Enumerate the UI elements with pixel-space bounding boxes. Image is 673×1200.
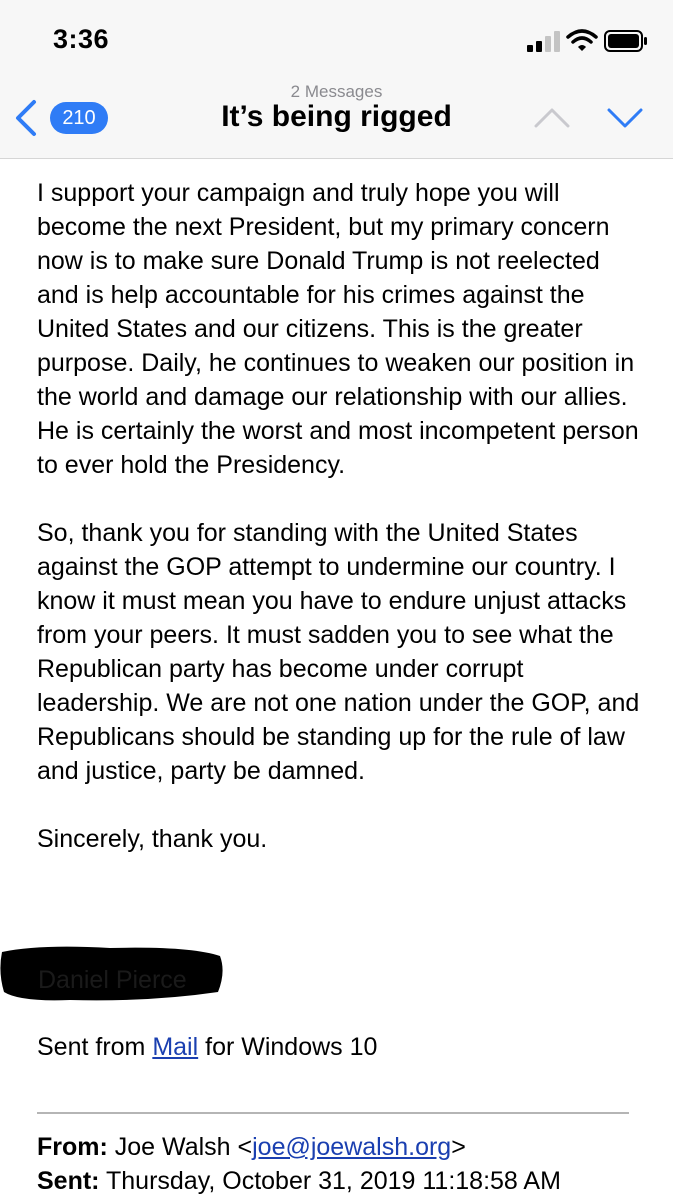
sent-line <box>37 1164 561 1198</box>
battery-icon <box>604 30 648 52</box>
sent-from-suffix: for Windows 10 <box>198 1033 378 1061</box>
thread-title: It’s being rigged <box>221 100 452 133</box>
sent-from-line <box>37 1030 377 1064</box>
message-nav-bar <box>0 80 673 159</box>
quote-divider <box>37 1112 629 1114</box>
redacted-signature <box>0 942 225 1004</box>
sent-label: Sent: <box>37 1167 100 1195</box>
sent-value: Thursday, October 31, 2019 11:18:58 AM <box>99 1167 561 1195</box>
previous-message-icon <box>532 104 572 132</box>
body-paragraph: I support your campaign and truly hope you will become the next President, but my primary concern now is to make sure Donald Trump is not reelected and is help accountable for his crimes against the United States and our citizens. This is the greater purpose. Daily, he continues to weaken our position in the world and damage our relationship with our allies. He is certainly the worst and most incompetent person to ever hold the Presidency. <box>37 179 639 479</box>
signature-name: Daniel Pierce <box>38 966 187 994</box>
body-paragraph: So, thank you for standing with the United States against the GOP attempt to undermine our country. I know it must mean you have to endure unjust attacks from your peers. It must sadden you to see what the Republican party has become under corrupt leadership. We are not one nation under the GOP, and Republicans should be standing up for the rule of law and justice, party be damned. <box>37 519 640 785</box>
status-time: 3:36 <box>53 24 110 54</box>
cellular-signal-icon <box>527 30 561 52</box>
message-body <box>37 176 647 856</box>
from-close: > <box>451 1133 466 1161</box>
unread-count-badge[interactable]: 210 <box>50 102 108 134</box>
from-label: From: <box>37 1133 108 1161</box>
wifi-icon <box>566 28 598 52</box>
from-line <box>37 1130 466 1164</box>
sent-from-prefix: Sent from <box>37 1033 153 1061</box>
status-bar <box>0 0 673 80</box>
from-value: Joe Walsh < <box>107 1133 253 1161</box>
next-message-icon[interactable] <box>605 104 645 132</box>
mail-link[interactable]: Mail <box>152 1033 199 1061</box>
from-email-link[interactable]: joe@joewalsh.org <box>252 1133 452 1161</box>
message-count: 2 Messages <box>290 82 383 101</box>
closing-line: Sincerely, thank you. <box>37 825 268 853</box>
